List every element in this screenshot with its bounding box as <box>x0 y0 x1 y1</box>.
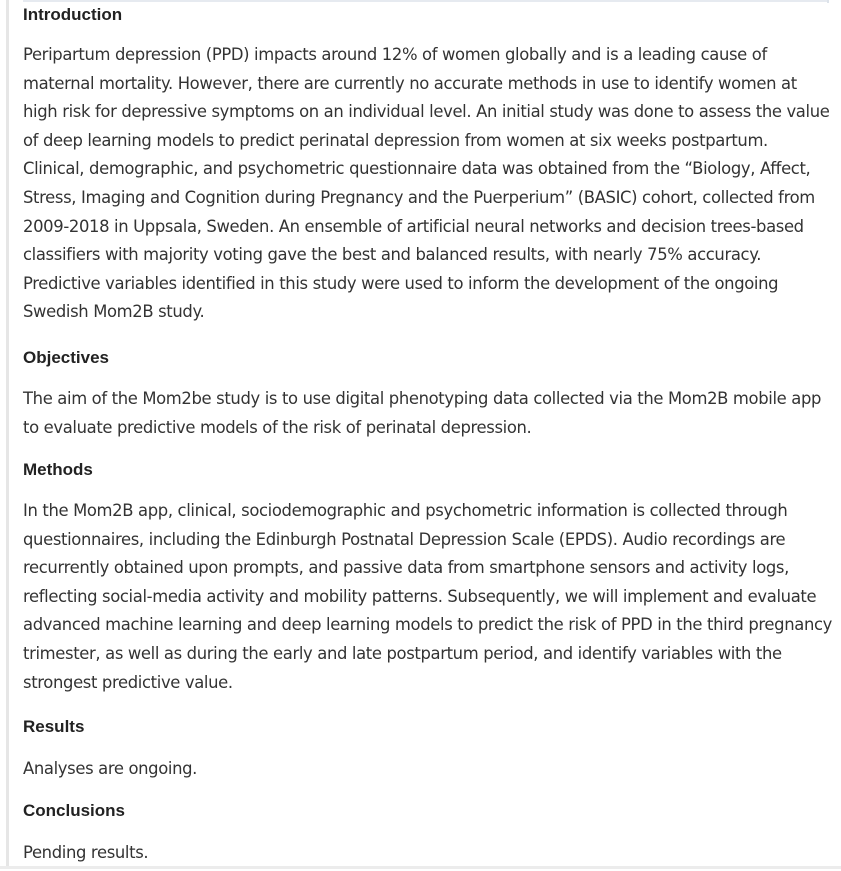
top-divider-corner <box>827 0 829 3</box>
section-heading: Introduction <box>23 5 123 24</box>
section-heading: Methods <box>23 460 93 479</box>
top-divider <box>23 0 828 2</box>
section-body: Pending results. <box>23 843 149 862</box>
section-body: Analyses are ongoing. <box>23 759 198 778</box>
section-heading: Objectives <box>23 348 109 367</box>
bottom-divider <box>0 866 841 869</box>
left-border <box>6 0 9 868</box>
section-heading: Results <box>23 717 85 736</box>
section-heading: Conclusions <box>23 801 126 820</box>
section-body: Peripartum depression (PPD) impacts around 12% of women globally and is a leading cause of maternal mortality. However, there are currently no accurate methods in use to identify women at high risk for depressive symptoms on an individual level. An initial study was done to assess the value of deep learning models to predict perinatal depression from women at six weeks postpartum. Clinical, demographic, and psychometric questionnaire data was obtained from the “Biology, Affect, Stress, Imaging and Cognition during Pregnancy and the Puerperium” (BASIC) cohort, collected from 2009-2018 in Uppsala, Sweden. An ensemble of artificial neural networks and decision trees-based classifiers with majority voting gave the best and balanced results, with nearly 75% accuracy. Predictive variables identified in this study were used to inform the development of the ongoing Swedish Mom2B study. <box>23 45 830 322</box>
section-body: The aim of the Mom2be study is to use digital phenotyping data collected via the Mom2B mobile app to evaluate predictive models of the risk of perinatal depression. <box>23 389 822 437</box>
section-body: In the Mom2B app, clinical, sociodemographic and psychometric information is collected through questionnaires, including the Edinburgh Postnatal Depression Scale (EPDS). Audio recordings are recurrently obtained upon prompts, and passive data from smartphone sensors and activity logs, reflecting social-media activity and mobility patterns. Subsequently, we will implement and evaluate advanced machine learning and deep learning models to predict the risk of PPD in the third pregnancy trimester, as well as during the early and late postpartum period, and identify variables with the strongest predictive value. <box>23 501 832 692</box>
